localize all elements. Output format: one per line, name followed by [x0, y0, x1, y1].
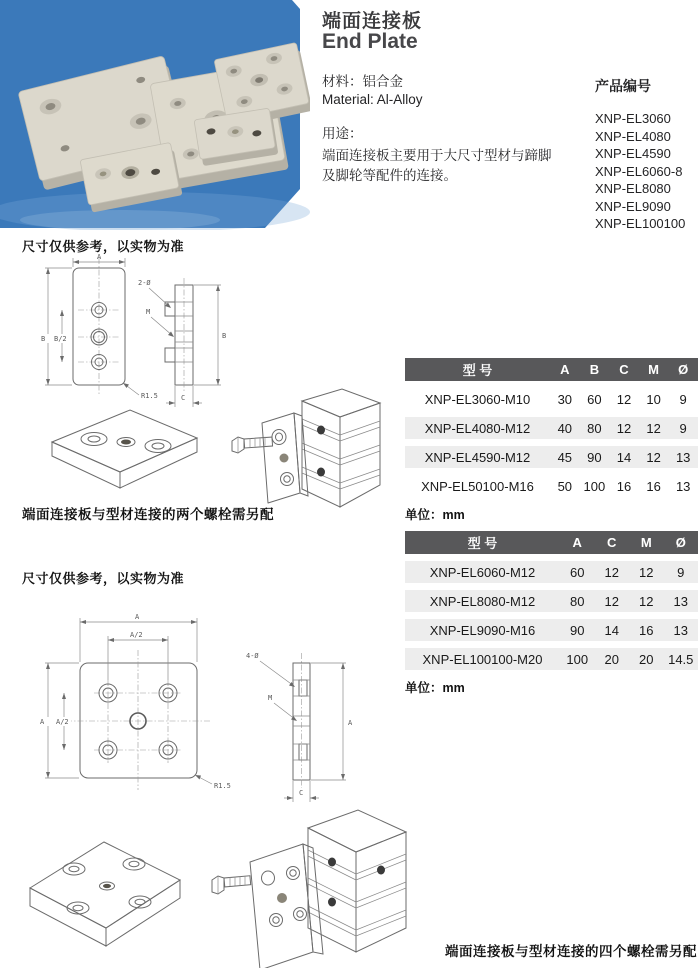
page-title-zh: 端面连接板 [322, 11, 423, 32]
table-header-row [405, 531, 698, 554]
value-cell: 12 [639, 564, 654, 580]
table-row [405, 446, 698, 468]
model-cell: XNP-EL4080-M12 [424, 420, 531, 436]
value-cell: 40 [557, 420, 573, 436]
usage-line1: 端面连接板主要用于大尺寸型材与蹄脚 [322, 148, 552, 163]
page-title-en: End Plate [322, 30, 418, 53]
usage-label: 用途： [322, 126, 363, 141]
dim-label-c: C [181, 394, 186, 402]
value-cell: 100 [566, 651, 589, 667]
value-cell: 13 [673, 622, 688, 638]
dim-label-a-top: A [135, 613, 140, 621]
value-cell: 14 [616, 449, 632, 465]
value-cell: 20 [604, 651, 619, 667]
unit-label: 单位：mm [405, 681, 465, 695]
value-cell: 9 [679, 391, 687, 407]
value-cell: 16 [616, 478, 632, 494]
header-m: M [640, 535, 652, 550]
value-cell: 45 [557, 449, 573, 465]
usage-line2: 及脚轮等配件的连接。 [322, 168, 457, 183]
table-row [405, 619, 698, 641]
header-a: A [572, 535, 582, 550]
dim-label-a-half-left: A/2 [56, 718, 69, 726]
product-code: XNP-EL9090 [595, 198, 671, 214]
product-code: XNP-EL4080 [595, 128, 671, 144]
spec-table-square-plates [405, 531, 698, 696]
value-cell: 12 [646, 420, 661, 436]
isometric-rect-plate [42, 400, 207, 505]
header-dia: Ø [678, 362, 689, 377]
model-cell: XNP-EL4590-M12 [424, 449, 531, 465]
value-cell: 14.5 [668, 651, 694, 667]
table-row [405, 648, 698, 670]
product-code-list [595, 110, 685, 233]
value-cell: 12 [616, 420, 632, 436]
product-code: XNP-EL8080 [595, 181, 671, 196]
dim-label-a-left: A [40, 718, 45, 726]
product-code: XNP-EL3060 [595, 111, 671, 126]
holes-label: 4-Ø [246, 652, 259, 660]
product-code: XNP-EL100100 [595, 216, 686, 231]
header-dia: Ø [675, 535, 686, 550]
dim-label-b: B [41, 335, 46, 343]
value-cell: 9 [677, 564, 685, 580]
value-cell: 16 [639, 622, 654, 638]
value-cell: 60 [570, 564, 585, 580]
table-row [405, 417, 698, 439]
dimension-note-2: 尺寸仅供参考，以实物为准 [22, 571, 185, 586]
dim-label-c: C [299, 789, 304, 797]
value-cell: 13 [675, 449, 691, 465]
product-code-title: 产品编号 [595, 78, 651, 94]
table-row [405, 388, 698, 410]
value-cell: 14 [604, 622, 619, 638]
product-photo [0, 0, 310, 230]
unit-label: 单位：mm [405, 508, 465, 522]
value-cell: 30 [557, 391, 573, 407]
caption-two-bolts: 端面连接板与型材连接的两个螺栓需另配 [22, 507, 274, 522]
header-model: 型 号 [467, 536, 498, 551]
product-code: XNP-EL6060-8 [595, 163, 683, 179]
dim-label-a-side: A [348, 719, 353, 727]
value-cell: 12 [604, 593, 619, 609]
model-cell: XNP-EL100100-M20 [422, 651, 543, 667]
header-a: A [560, 362, 570, 377]
dim-label-a-half-top: A/2 [130, 631, 143, 639]
table-row [405, 475, 698, 497]
model-cell: XNP-EL50100-M16 [421, 478, 534, 494]
table-row [405, 561, 698, 583]
caption-four-bolts: 端面连接板与型材连接的四个螺栓需另配 [445, 944, 697, 959]
value-cell: 80 [587, 420, 602, 436]
product-code: XNP-EL4590 [595, 146, 671, 161]
model-cell: XNP-EL8080-M12 [429, 593, 536, 609]
header-c: C [607, 535, 617, 550]
value-cell: 12 [639, 593, 654, 609]
value-cell: 60 [587, 391, 602, 407]
header-model: 型 号 [462, 363, 493, 378]
value-cell: 100 [583, 478, 606, 494]
value-cell: 12 [604, 564, 619, 580]
value-cell: 80 [570, 593, 585, 609]
spec-table-rect-plates [405, 358, 698, 523]
dimension-note-1: 尺寸仅供参考，以实物为准 [22, 239, 185, 254]
thread-label: M [268, 694, 273, 702]
material-en: Material: Al-Alloy [322, 92, 423, 107]
value-cell: 12 [616, 391, 632, 407]
value-cell: 90 [570, 622, 585, 638]
thread-label: M [146, 308, 151, 316]
value-cell: 20 [639, 651, 654, 667]
model-cell: XNP-EL3060-M10 [424, 391, 531, 407]
assembly-two-bolts [224, 385, 396, 515]
value-cell: 12 [646, 449, 661, 465]
model-cell: XNP-EL6060-M12 [429, 564, 536, 580]
front-view-outline [80, 663, 197, 778]
value-cell: 9 [679, 420, 687, 436]
radius-label: R1.5 [214, 782, 231, 790]
header-b: B [589, 362, 600, 377]
drawing-square-plate [18, 588, 388, 810]
dim-label-b-half: B/2 [54, 335, 67, 343]
header-m: M [648, 362, 659, 377]
radius-label: R1.5 [141, 392, 158, 400]
model-cell: XNP-EL9090-M16 [429, 622, 536, 638]
value-cell: 10 [646, 391, 661, 407]
value-cell: 16 [646, 478, 661, 494]
table-header-row [405, 358, 698, 381]
header-c: C [619, 362, 629, 377]
dim-label-b-side: B [222, 332, 227, 340]
value-cell: 13 [675, 478, 691, 494]
isometric-square-plate [12, 822, 192, 970]
material-zh: 材料：铝合金 [322, 74, 403, 89]
value-cell: 13 [673, 593, 688, 609]
table-row [405, 590, 698, 612]
dim-label-a: A [97, 253, 102, 261]
holes-label: 2-Ø [138, 279, 151, 287]
value-cell: 50 [557, 478, 573, 494]
assembly-four-bolts [198, 800, 413, 968]
value-cell: 90 [587, 449, 602, 465]
